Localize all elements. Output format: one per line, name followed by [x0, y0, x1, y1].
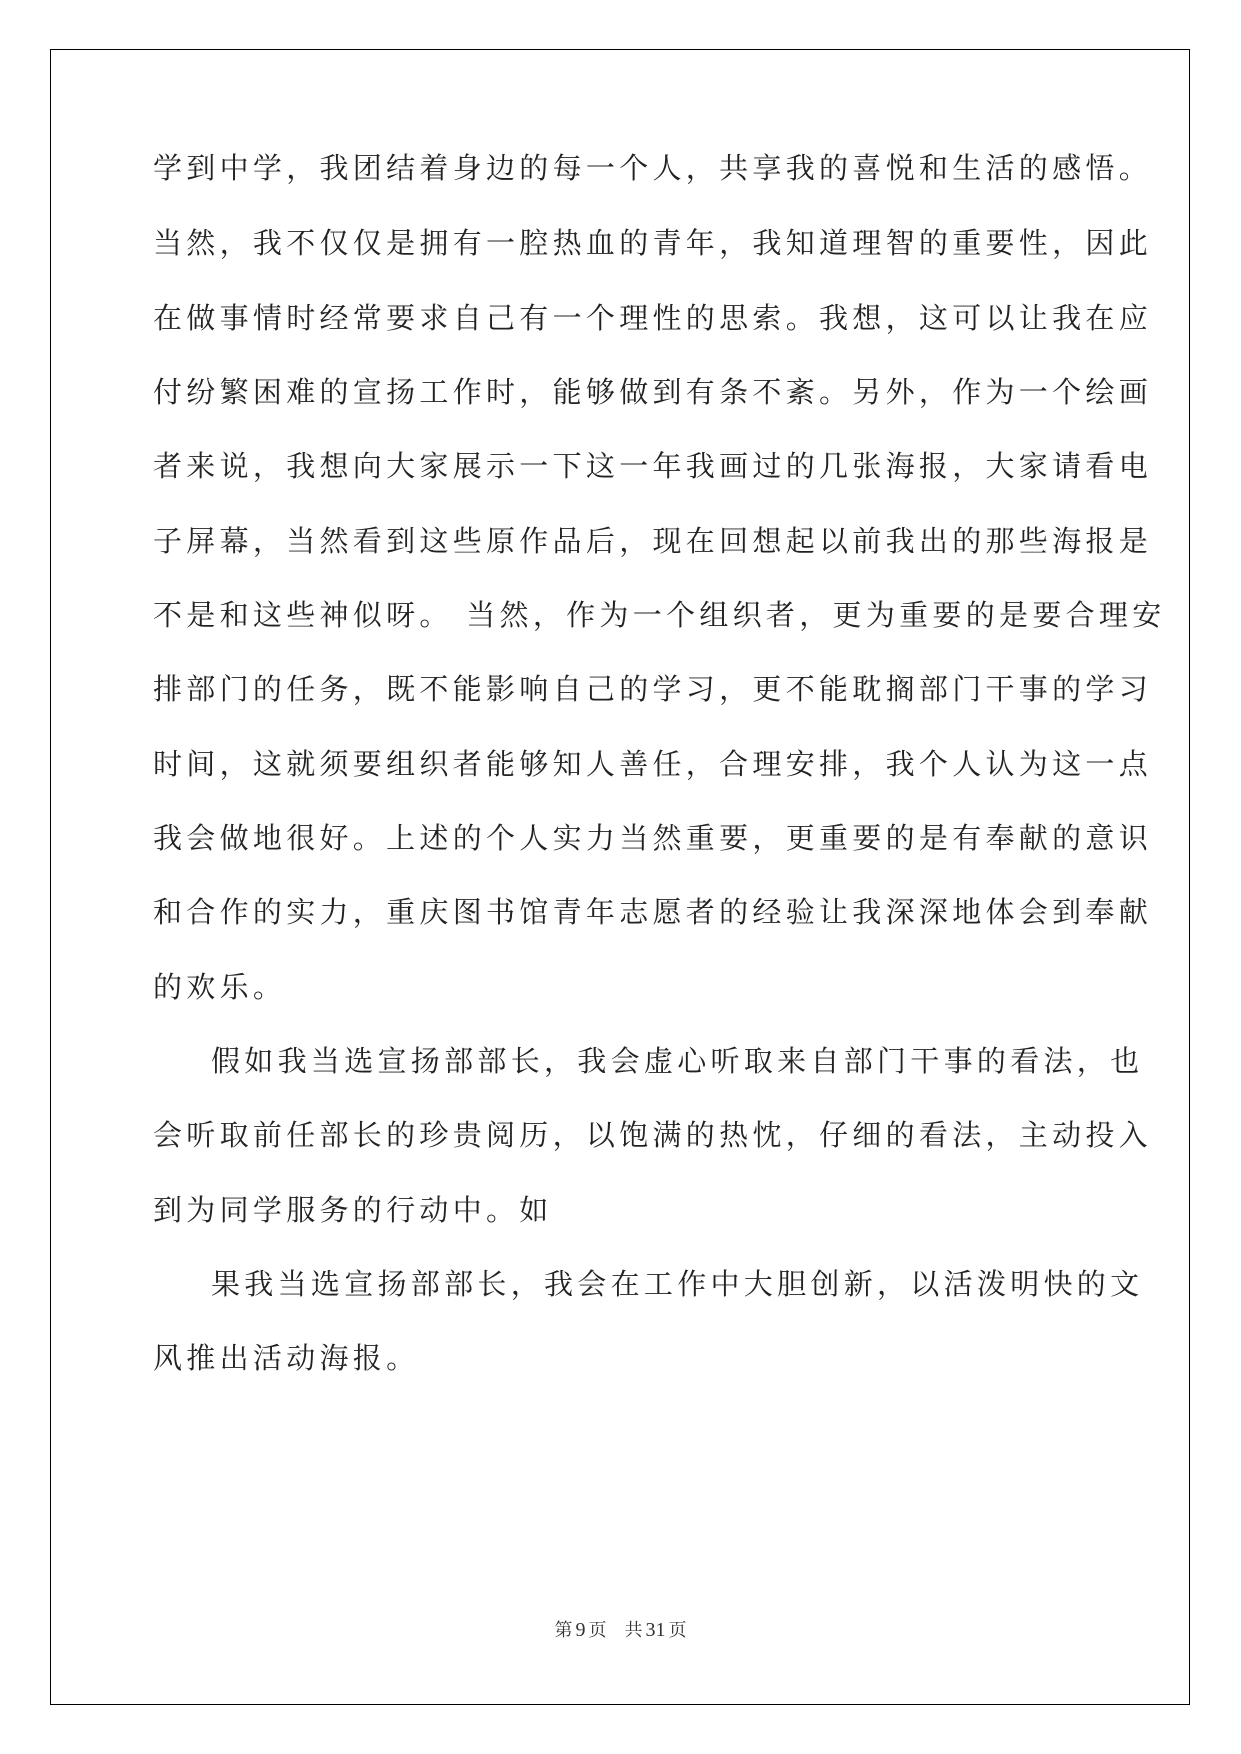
- text-line-13: 假如我当选宣扬部部长，我会虚心听取来自部门干事的看法，也: [211, 1044, 1144, 1078]
- text-line-1: 学到中学，我团结着身边的每一个人，共享我的喜悦和生活的感悟。: [153, 151, 1153, 185]
- text-line-8: 排部门的任务，既不能影响自己的学习，更不能耽搁部门干事的学习: [153, 672, 1153, 706]
- text-line-10: 我会做地很好。上述的个人实力当然重要，更重要的是有奉献的意识: [153, 821, 1153, 855]
- text-line-2: 当然，我不仅仅是拥有一腔热血的青年，我知道理智的重要性，因此: [153, 226, 1153, 260]
- text-line-16: 果我当选宣扬部部长，我会在工作中大胆创新，以活泼明快的文: [211, 1267, 1144, 1301]
- text-line-9: 时间，这就须要组织者能够知人善任，合理安排，我个人认为这一点: [153, 747, 1153, 781]
- text-line-6: 子屏幕，当然看到这些原作品后，现在回想起以前我出的那些海报是: [153, 524, 1153, 558]
- footer-page-prefix: 第: [554, 1620, 573, 1641]
- text-line-12: 的欢乐。: [153, 970, 287, 1004]
- text-line-4: 付纷繁困难的宣扬工作时，能够做到有条不紊。另外，作为一个绘画: [153, 375, 1153, 409]
- footer-total-number: 31: [645, 1619, 666, 1641]
- text-line-14: 会听取前任部长的珍贵阅历，以饱满的热忱，仔细的看法，主动投入: [153, 1118, 1153, 1152]
- text-line-11: 和合作的实力，重庆图书馆青年志愿者的经验让我深深地体会到奉献: [153, 895, 1153, 929]
- footer-page-suffix: 页: [588, 1620, 607, 1641]
- text-line-17: 风推出活动海报。: [153, 1341, 420, 1375]
- footer-total-prefix: 共: [624, 1620, 643, 1641]
- text-line-3: 在做事情时经常要求自己有一个理性的思索。我想，这可以让我在应: [153, 301, 1153, 335]
- footer-page-number: 9: [575, 1619, 586, 1641]
- text-line-7: 不是和这些神似呀。 当然，作为一个组织者，更为重要的是要合理安: [153, 598, 1166, 632]
- text-line-5: 者来说，我想向大家展示一下这一年我画过的几张海报，大家请看电: [153, 449, 1153, 483]
- footer-total-suffix: 页: [668, 1620, 687, 1641]
- text-line-15: 到为同学服务的行动中。如: [153, 1193, 553, 1227]
- page-footer: [0, 1618, 1241, 1643]
